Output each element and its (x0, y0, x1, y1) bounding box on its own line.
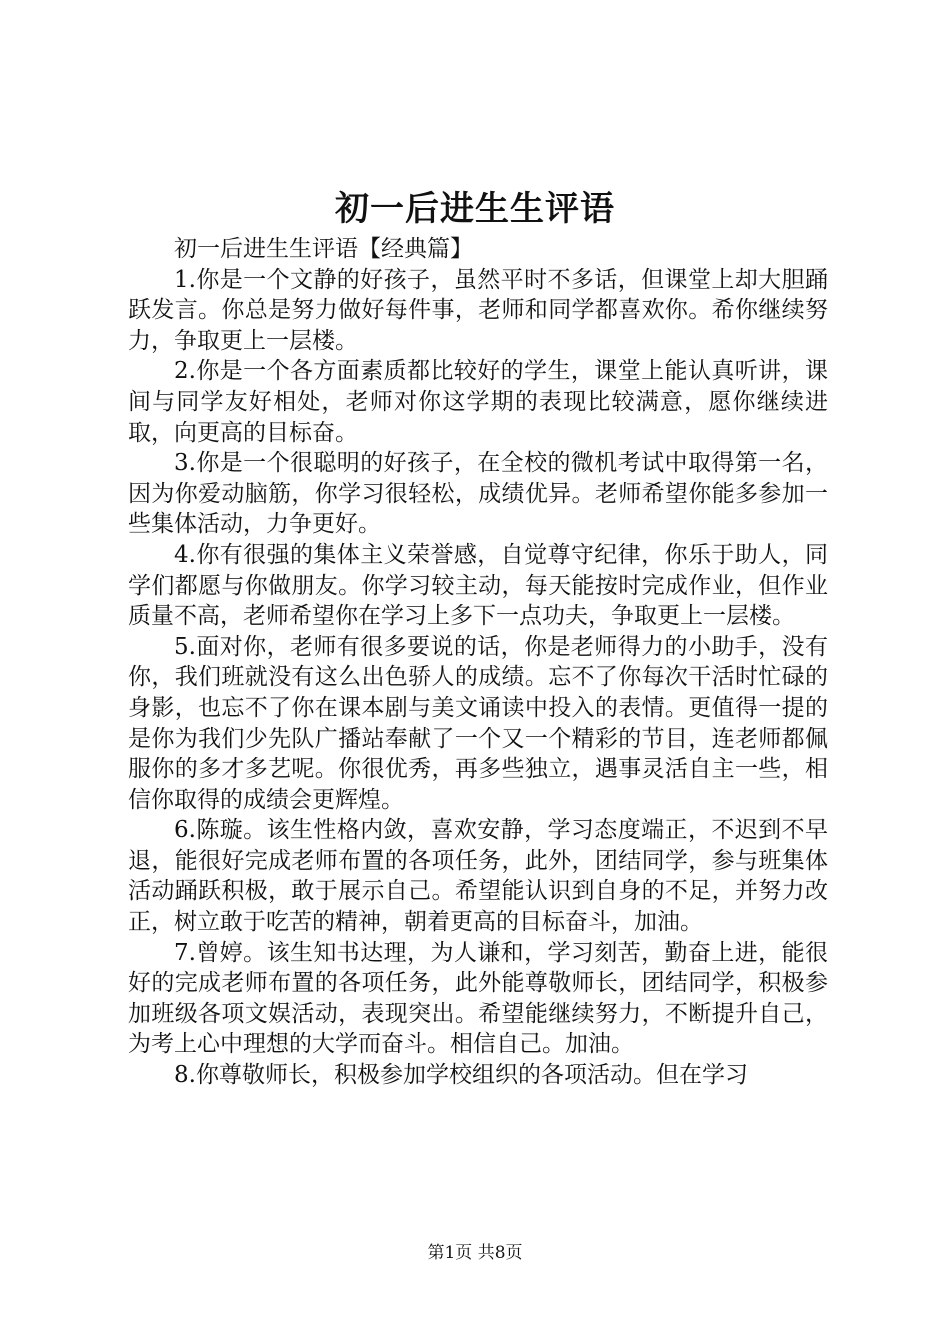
comment-paragraph-4: 4.你有很强的集体主义荣誉感，自觉尊守纪律，你乐于助人，同学们都愿与你做朋友。你学习较主动，每天能按时完成作业，但作业质量不高，老师希望你在学习上多下一点功夫，争取更上一层楼。 (128, 541, 828, 630)
comment-paragraph-6: 6.陈璇。该生性格内敛，喜欢安静，学习态度端正，不迟到不早退，能很好完成老师布置的各项任务，此外，团结同学，参与班集体活动踊跃积极，敢于展示自己。希望能认识到自身的不足，并努力改正，树立敢于吃苦的精神，朝着更高的目标奋斗，加油。 (128, 817, 828, 936)
document-title: 初一后进生生评语 (335, 189, 615, 229)
comment-paragraph-8: 8.你尊敬师长，积极参加学校组织的各项活动。但在学习 (174, 1062, 748, 1089)
page-number-footer: 第1页 共8页 (427, 1243, 523, 1263)
comment-paragraph-5: 5.面对你，老师有很多要说的话，你是老师得力的小助手，没有你，我们班就没有这么出色骄人的成绩。忘不了你每次干活时忙碌的身影，也忘不了你在课本剧与美文诵读中投入的表情。更值得一提的是你为我们少先队广播站奉献了一个又一个精彩的节目，连老师都佩服你的多才多艺呢。你很优秀，再多些独立，遇事灵活自主一些，相信你取得的成绩会更辉煌。 (128, 633, 828, 813)
comment-paragraph-7: 7.曾婷。该生知书达理，为人谦和，学习刻苦，勤奋上进，能很好的完成老师布置的各项任务，此外能尊敬师长，团结同学，积极参加班级各项文娱活动，表现突出。希望能继续努力，不断提升自己，为考上心中理想的大学而奋斗。相信自己。加油。 (128, 939, 828, 1058)
comment-paragraph-2: 2.你是一个各方面素质都比较好的学生，课堂上能认真听讲，课间与同学友好相处，老师对你这学期的表现比较满意，愿你继续进取，向更高的目标奋。 (128, 358, 828, 446)
comment-paragraph-3: 3.你是一个很聪明的好孩子，在全校的微机考试中取得第一名，因为你爱动脑筋，你学习很轻松，成绩优异。老师希望你能多参加一些集体活动，力争更好。 (128, 450, 828, 538)
comment-paragraph-1: 1.你是一个文静的好孩子，虽然平时不多话，但课堂上却大胆踊跃发言。你总是努力做好每件事，老师和同学都喜欢你。希你继续努力，争取更上一层楼。 (128, 266, 828, 354)
subtitle-paragraph: 初一后进生生评语【经典篇】 (174, 236, 473, 262)
document-body (128, 234, 828, 1091)
